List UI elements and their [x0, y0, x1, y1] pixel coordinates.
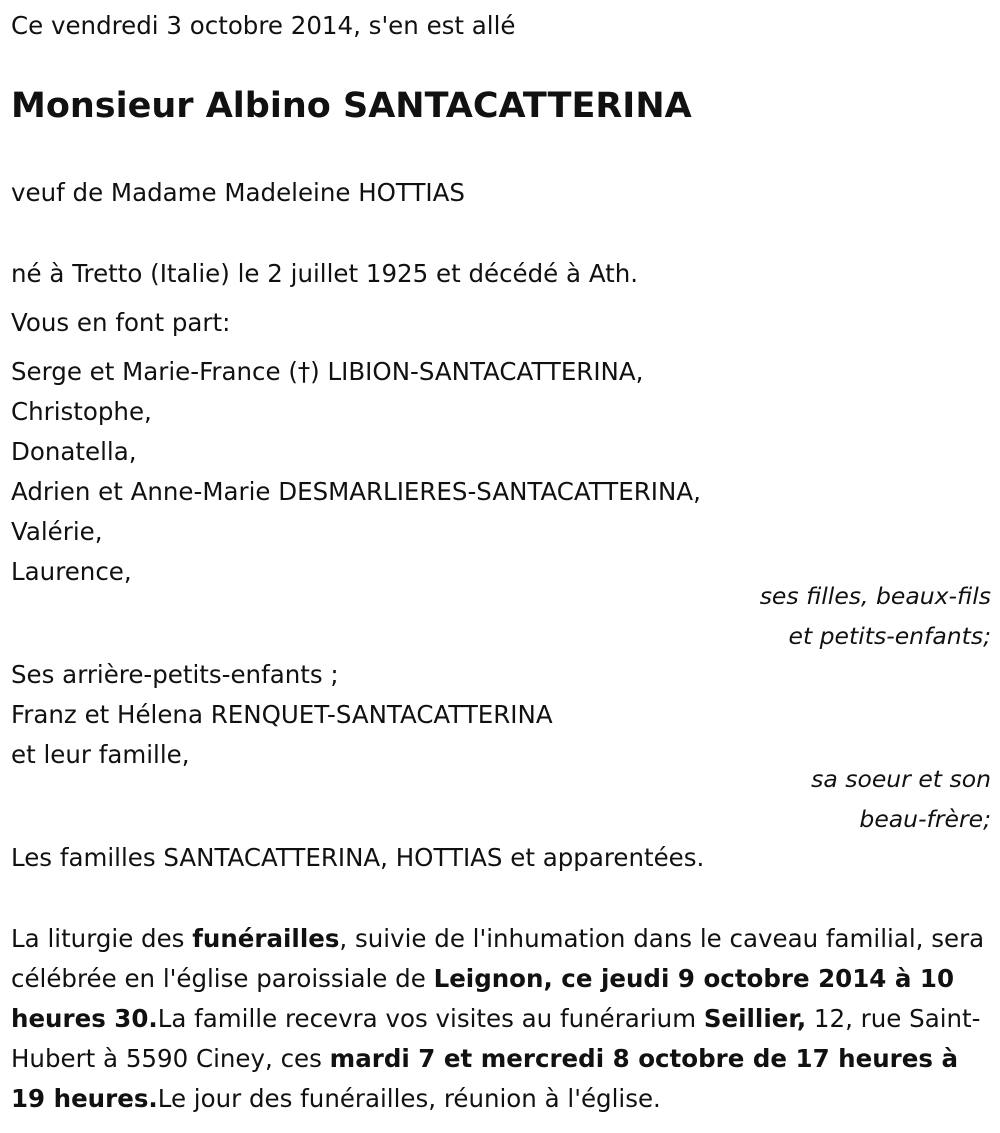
family-member-line: Ses arrière-petits-enfants ;	[11, 660, 339, 689]
relation-label: ses filles, beaux-fils	[759, 582, 991, 610]
relation-label: et petits-enfants;	[788, 622, 991, 650]
relation-label: beau-frère;	[859, 805, 991, 833]
deceased-name: Monsieur Albino SANTACATTERINA	[11, 86, 692, 126]
funeral-paragraph: La liturgie des funérailles, suivie de l'inhumation dans le caveau familial, sera célébrée en l'église paroissiale de Leignon, ce jeudi 9 octobre 2014 à 10 heures 30.La famille recevra vos visites au funérarium Seillier, 12, rue Saint-Hubert à 5590 Ciney, ces mardi 7 et mercredi 8 octobre de 17 heures à 19 heures.Le jour des funérailles, réunion à l'église.	[11, 924, 985, 1113]
announcement-intro: Vous en font part:	[11, 308, 231, 337]
family-member-line: Valérie,	[11, 517, 103, 546]
families-line: Les familles SANTACATTERINA, HOTTIAS et apparentées.	[11, 843, 705, 872]
family-member-line: Donatella,	[11, 437, 137, 466]
relation-label: sa soeur et son	[811, 765, 991, 793]
birth-death-line: né à Tretto (Italie) le 2 juillet 1925 et décédé à Ath.	[11, 259, 639, 288]
family-member-line: Laurence,	[11, 557, 132, 586]
family-member-line: Christophe,	[11, 397, 152, 426]
family-member-line: Franz et Hélena RENQUET-SANTACATTERINA	[11, 700, 553, 729]
date-line: Ce vendredi 3 octobre 2014, s'en est allé	[11, 11, 516, 40]
family-member-line: Adrien et Anne-Marie DESMARLIERES-SANTACATTERINA,	[11, 477, 701, 506]
family-member-line: Serge et Marie-France (†) LIBION-SANTACATTERINA,	[11, 357, 644, 386]
family-member-line: et leur famille,	[11, 740, 190, 769]
widow-line: veuf de Madame Madeleine HOTTIAS	[11, 178, 465, 207]
